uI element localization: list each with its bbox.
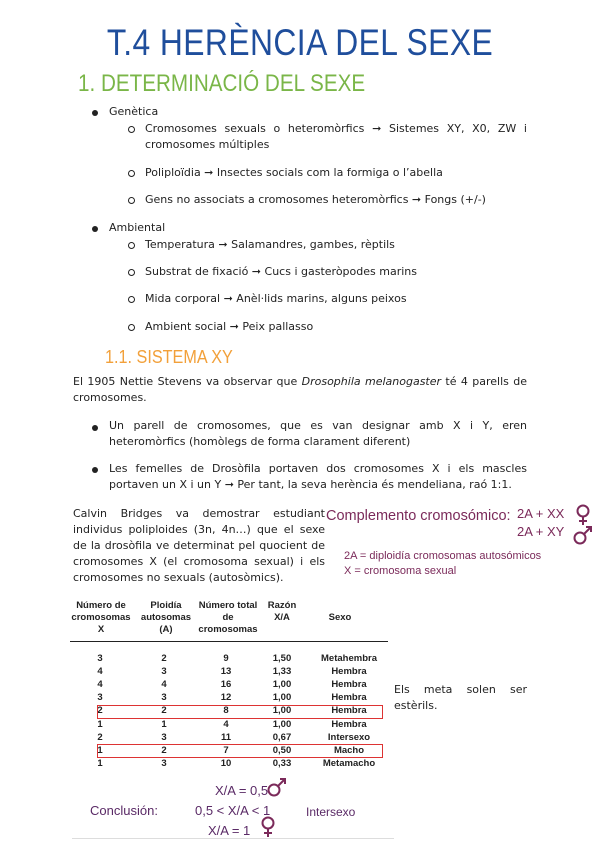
bullet bbox=[92, 425, 98, 431]
table-cell: 2 bbox=[161, 705, 167, 717]
table-cell: 3 bbox=[97, 692, 103, 704]
ambiental-item: Mida corporal ➞ Anèl·lids marins, alguns peixos bbox=[145, 292, 407, 305]
bullet bbox=[92, 226, 98, 232]
table-cell: 4 bbox=[97, 666, 103, 678]
conclusion-line-2: 0,5 < X/A < 1 bbox=[195, 803, 271, 818]
table-cell: 0,33 bbox=[272, 757, 292, 769]
table-header: Sexo bbox=[328, 612, 352, 623]
bullet bbox=[92, 110, 98, 116]
sub-bullet bbox=[128, 269, 135, 276]
table-cell: 3 bbox=[161, 731, 167, 743]
table-cell: Hembra bbox=[331, 705, 367, 717]
table-cell: 3 bbox=[161, 757, 167, 769]
table-row bbox=[82, 758, 382, 771]
sub-bullet bbox=[128, 126, 135, 133]
table-row bbox=[82, 666, 382, 679]
highlight-box bbox=[97, 705, 383, 719]
table-row bbox=[82, 692, 382, 705]
table-cell: 1 bbox=[97, 744, 103, 756]
table-cell: 2 bbox=[97, 705, 103, 717]
table-cell: 12 bbox=[220, 692, 232, 704]
complemento-note-2: X = cromosoma sexual bbox=[344, 565, 457, 577]
table-cell: 3 bbox=[161, 666, 167, 678]
table-row bbox=[82, 719, 382, 732]
bullet bbox=[92, 467, 98, 473]
paragraph-bridges: Calvin Bridges va demostrar estudiant individus poliploides (3n, 4n…) que el sexe de la drosòfila ve determinat pel quocient de cromosomes X (el cromosoma sexual) i els cromosomes no sexuals (autosòmics). bbox=[73, 507, 325, 584]
genetica-item: Cromosomes sexuals o heteromòrfics ➞ Sistemes XY, X0, ZW i cromosomes múltiples bbox=[145, 122, 527, 151]
table-cell: 1 bbox=[161, 718, 167, 730]
xy-bullet: Un parell de cromosomes, que es van designar amb X i Y, eren heteromòrfics (homòlegs de forma clarament diferent) bbox=[109, 419, 527, 448]
page-title: T.4 HERÈNCIA DEL SEXE bbox=[106, 22, 494, 63]
table-cell: 2 bbox=[161, 744, 167, 756]
sub-bullet bbox=[128, 197, 135, 204]
genetica-item: Poliploïdia ➞ Insectes socials com la formiga o l’abella bbox=[145, 166, 443, 179]
ambiental-label: Ambiental bbox=[109, 221, 166, 234]
table-cell: 7 bbox=[223, 744, 229, 756]
table-cell: 10 bbox=[220, 757, 232, 769]
xy-bullet: Les femelles de Drosòfila portaven dos cromosomes X i els mascles portaven un X i un Y ➞ Per tant, la seva herència és mendeliana, raó 1:1. bbox=[109, 462, 527, 491]
table-cell: 9 bbox=[223, 653, 229, 664]
ambiental-item: Substrat de fixació ➞ Cucs i gasteròpodes marins bbox=[145, 265, 417, 278]
table-cell: 1,33 bbox=[272, 666, 292, 678]
table-row bbox=[82, 679, 382, 692]
table-cell: Hembra bbox=[331, 679, 367, 691]
table-cell: 1,00 bbox=[272, 679, 292, 691]
section-heading-1: 1. DETERMINACIÓ DEL SEXE bbox=[78, 70, 366, 97]
table-cell: 1,00 bbox=[272, 705, 292, 717]
complemento-female: 2A + XX bbox=[517, 506, 565, 521]
genetica-item: Gens no associats a cromosomes heteromòrfics ➞ Fongs (+/-) bbox=[145, 193, 486, 206]
table-divider bbox=[70, 641, 388, 642]
table-header: Razón X/A bbox=[267, 600, 297, 623]
table-cell: 0,67 bbox=[272, 731, 292, 743]
table-cell: 1,00 bbox=[272, 692, 292, 704]
table-header: Ploidía autosomas (A) bbox=[140, 600, 192, 635]
table-cell: Intersexo bbox=[327, 731, 371, 743]
sub-bullet bbox=[128, 324, 135, 331]
conclusion-line-1: X/A = 0,5 bbox=[215, 783, 269, 798]
male-icon bbox=[266, 778, 288, 798]
table-cell: Metahembra bbox=[321, 653, 377, 664]
table-cell: 11 bbox=[220, 731, 232, 743]
table-cell: 1 bbox=[97, 718, 103, 730]
ambiental-item: Temperatura ➞ Salamandres, gambes, rèptils bbox=[145, 238, 395, 251]
divider bbox=[72, 838, 394, 839]
table-cell: 1 bbox=[97, 757, 103, 769]
table-row bbox=[82, 653, 382, 666]
genetica-label: Genètica bbox=[109, 105, 159, 118]
table-cell: 0,50 bbox=[272, 744, 292, 756]
highlight-box bbox=[97, 744, 383, 758]
conclusion-label: Conclusión: bbox=[90, 803, 158, 818]
table-cell: 4 bbox=[223, 718, 229, 730]
sub-bullet bbox=[128, 296, 135, 303]
table-cell: 1,00 bbox=[272, 718, 292, 730]
table-cell: 3 bbox=[97, 653, 103, 664]
complemento-title: Complemento cromosómico: bbox=[326, 508, 511, 524]
conclusion-line-3: X/A = 1 bbox=[208, 823, 251, 838]
table-cell: 2 bbox=[97, 731, 103, 743]
table-cell: Hembra bbox=[331, 692, 367, 704]
table-cell: Hembra bbox=[331, 718, 367, 730]
ambiental-item: Ambient social ➞ Peix pallasso bbox=[145, 320, 314, 333]
female-male-icons bbox=[572, 503, 594, 547]
table-header: Número total de cromosomas bbox=[198, 600, 258, 635]
table-cell: 16 bbox=[220, 679, 232, 691]
sub-bullet bbox=[128, 170, 135, 177]
table-cell: Macho bbox=[333, 744, 365, 756]
table-cell: Metamacho bbox=[322, 757, 376, 769]
complemento-male: 2A + XY bbox=[517, 524, 565, 539]
paragraph-stevens: El 1905 Nettie Stevens va observar que Drosophila melanogaster té 4 parells de cromosomes. bbox=[73, 375, 528, 404]
table-cell: 4 bbox=[161, 679, 167, 691]
table-cell: Hembra bbox=[331, 666, 367, 678]
complemento-note-1: 2A = diploidía cromosomas autosómicos bbox=[344, 550, 542, 562]
table-row bbox=[82, 732, 382, 745]
table-header: Número de cromosomas X bbox=[71, 600, 131, 635]
table-cell: 13 bbox=[220, 666, 232, 678]
sub-bullet bbox=[128, 242, 135, 249]
side-note: Els meta solen ser estèrils. bbox=[394, 683, 527, 712]
section-heading-1-1: 1.1. SISTEMA XY bbox=[105, 347, 233, 367]
table-cell: 3 bbox=[161, 692, 167, 704]
conclusion-intersexo: Intersexo bbox=[306, 805, 356, 819]
table-cell: 4 bbox=[97, 679, 103, 691]
table-cell: 8 bbox=[223, 705, 229, 717]
table-cell: 1,50 bbox=[272, 653, 292, 664]
table-cell: 2 bbox=[161, 653, 167, 664]
